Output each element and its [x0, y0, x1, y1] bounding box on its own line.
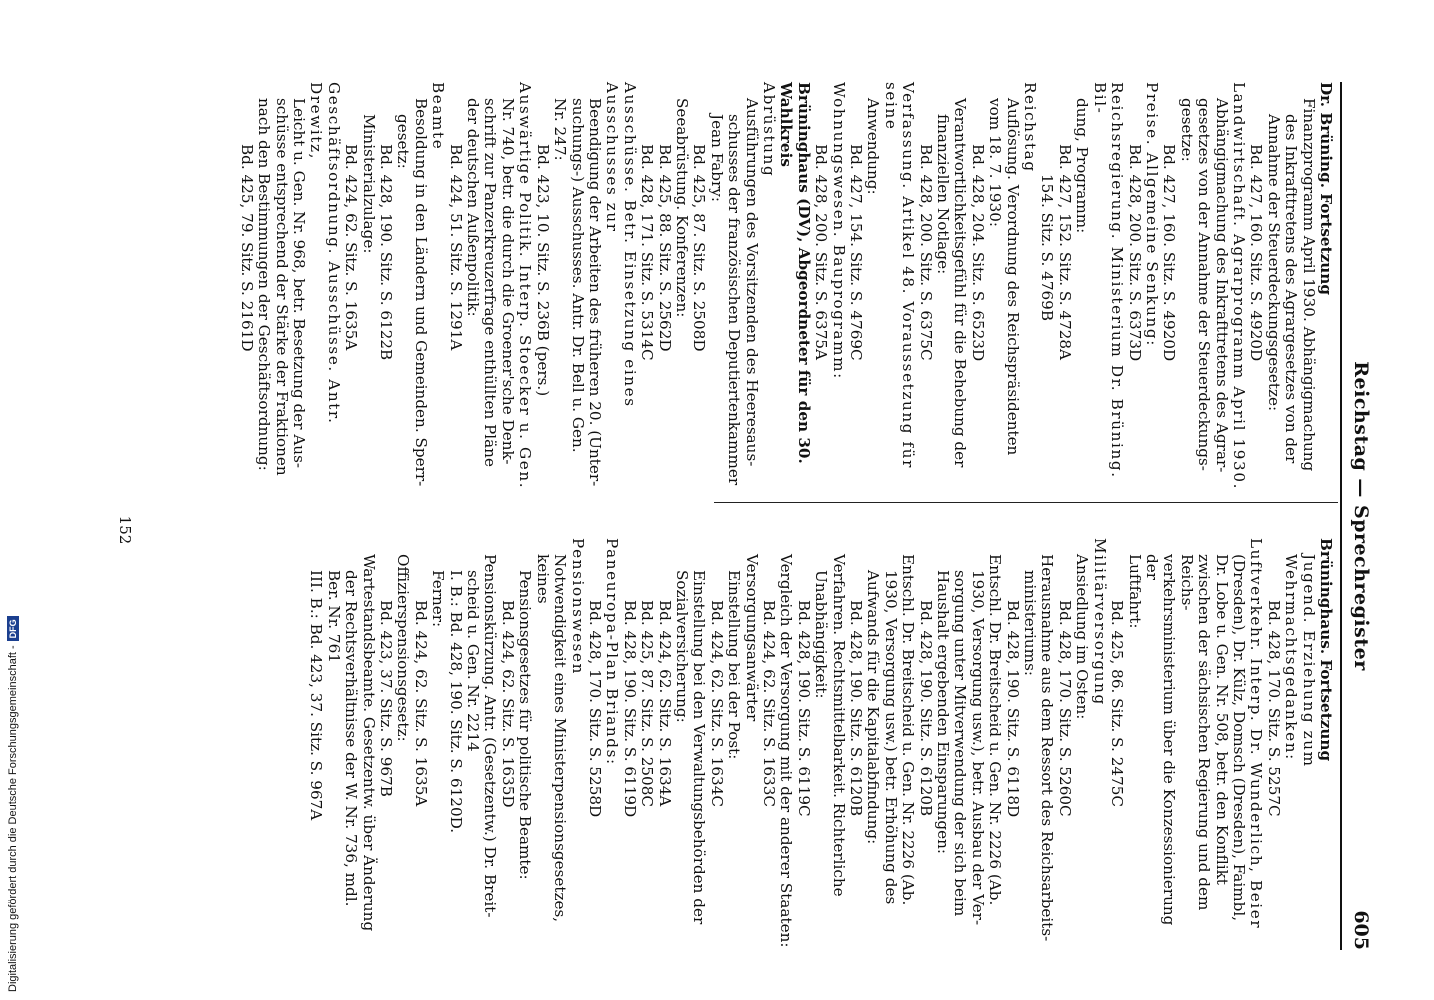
register-line: Pensionswesen — [568, 538, 587, 676]
register-line: Leicht u. Gen. Nr. 968, betr. Besetzung der Aus- — [290, 98, 309, 468]
register-line: Bd. 428, 190. Sitz. S. 6122B — [377, 144, 396, 361]
register-line: Luftverkehr. Interp. Dr. Wunderlich, Beier — [1247, 538, 1266, 930]
register-line: I. B.: Bd. 428, 190. Sitz. S. 6120D. — [446, 570, 465, 834]
register-line: Bd. 427, 154. Sitz. S. 4769C — [847, 144, 866, 361]
register-line: ministeriums: — [1021, 570, 1040, 676]
register-line: 1930, Versorgung usw.) betr. Erhöhung des — [881, 570, 900, 905]
register-line: vom 18. 7. 1930: — [986, 98, 1005, 228]
register-line: Jean Fabry: — [707, 114, 726, 202]
right-column — [307, 538, 1334, 956]
register-line: Bd. 428, 190. Sitz. S. 6118D — [1003, 600, 1022, 818]
register-line: sorgung unter Mitverwendung der sich beim — [951, 570, 970, 917]
column-divider — [714, 502, 1338, 503]
register-line: Bd. 424, 62. Sitz. S. 1633C — [760, 600, 778, 807]
register-line: der deutschen Außenpolitik: — [464, 98, 483, 317]
register-line: Bd. 428, 171. Sitz. S. 5314C — [638, 144, 657, 361]
register-line: Finanzprogramm April 1930. Abhängigmachung — [1299, 98, 1318, 472]
register-line: Beendigung der Arbeiten des früheren 20. (Unter- — [585, 98, 604, 487]
register-line: Ferner: — [429, 570, 448, 628]
register-line: Pensionskürzung. Antr. (Gesetzentw.) Dr. Breit- — [481, 554, 500, 918]
register-line: gesetz: — [394, 114, 413, 169]
register-line: III. B.: Bd. 423, 37. Sitz. S. 967A — [307, 570, 326, 821]
register-line: suchungs-) Ausschusses. Antr. Dr. Bell u. Gen. — [568, 98, 587, 453]
register-line: gesetze: — [1177, 98, 1196, 162]
register-line: 154. Sitz. S. 4769B — [1038, 174, 1057, 321]
register-line: Verantwortlichkeitsgefühl für die Behebung der — [951, 98, 970, 468]
register-line: Bd. 425, 87. Sitz. S. 2508D — [690, 144, 709, 352]
register-line: finanziellen Notlage: — [934, 114, 953, 275]
register-line: Brüninghaus (DV), Abgeordneter für den 30. Wahlkreis — [777, 82, 813, 464]
register-line: Bd. 428, 200. Sitz. S. 6375C — [916, 144, 935, 361]
register-line: Einstellung bei der Post: — [725, 570, 744, 760]
footer-page-number: 152 — [116, 515, 134, 545]
register-line: Bd. 423, 10. Sitz. S. 236B (pers.) — [533, 144, 552, 397]
register-line: Luftfahrt: — [1125, 554, 1144, 629]
register-line: Bd. 425, 88. Sitz. S. 2562D — [655, 144, 674, 352]
register-line: Seeabrüstung. Konferenzen: — [672, 98, 691, 318]
register-line: verkehrsministerium über die Konzessionierung der — [1142, 554, 1179, 926]
register-line: Bd. 428, 200. Sitz. S. 6375A — [812, 144, 831, 360]
register-line: Verfahren. Rechtsmittelbarkeit. Richterliche — [829, 554, 848, 897]
register-line: Bd. 427, 152. Sitz. S. 4728A — [1055, 144, 1074, 360]
register-line: Brüninghaus. Fortsetzung — [1317, 538, 1335, 762]
register-line: Nr. 740, betr. die durch die Groener'sche Denk- — [498, 98, 517, 465]
register-line: Abhängigmachung des Inkrafttretens des Agrar- — [1212, 98, 1231, 473]
register-line: 1930, Versorgung usw.), betr. Ausbau der Ver- — [968, 570, 987, 926]
register-line: Abrüstung — [760, 82, 778, 178]
register-line: Bd. 424, 62. Sitz. S. 1635D — [498, 600, 517, 808]
register-line: Herausnahme aus dem Ressort des Reichsarbeits- — [1038, 554, 1057, 942]
register-line: Bd. 424, 62. Sitz. S. 1635A — [342, 144, 361, 351]
register-line: Bd. 428, 204. Sitz. S. 6523D — [968, 144, 987, 362]
register-line: Reichsregierung. Ministerium Dr. Brüning. Bil- — [1090, 82, 1127, 479]
register-line: Paneuropa-Plan Briands: — [603, 538, 622, 766]
register-line: Jugend. Erziehung zum Wehrmachtsgedanken: — [1282, 554, 1318, 768]
register-line: Auswärtige Politik. Interp. Stoecker u. Gen. — [516, 82, 535, 490]
register-line: Entschl. Dr. Breitscheid u. Gen. Nr. 2226 (Ab. — [986, 554, 1005, 906]
register-line: Verfassung. Artikel 48. Voraussetzung für seine — [881, 82, 918, 469]
register-line: Bd. 428, 190. Sitz. S. 6120B — [847, 600, 866, 817]
register-line: Anwendung: — [864, 98, 883, 195]
register-line: Bd. 425, 86. Sitz. S. 2475C — [1108, 600, 1127, 807]
register-title: Reichstag — Sprechregister — [1350, 361, 1372, 671]
register-line: Pensionsgesetzes für politische Beamte: — [516, 570, 535, 880]
register-line: Bd. 428, 170. Sitz. S. 5260C — [1055, 600, 1074, 817]
register-line: Bd. 428, 190. Sitz. S. 6120B — [916, 600, 935, 817]
register-line: Bd. 424, 62. Sitz. S. 1634C — [707, 600, 726, 807]
register-line: Bd. 425, 87. Sitz. S. 2508C — [638, 600, 657, 807]
dfg-logo: DFG — [7, 616, 19, 641]
register-line: scheid u. Gen. Nr. 2214 — [464, 570, 483, 752]
register-line: Bd. 427, 160. Sitz. S. 4920D — [1160, 144, 1179, 362]
register-line: Ber. Nr. 761 — [324, 570, 343, 663]
register-line: Beamte — [429, 82, 448, 151]
register-line: Offizierspensionsgesetz: — [394, 554, 413, 742]
register-line: Bd. 428, 170. Sitz. S. 5257C — [1264, 600, 1283, 817]
register-line: Landwirtschaft. Agrarprogramm April 1930. — [1229, 82, 1248, 491]
register-line: Sozialversicherung: — [672, 570, 691, 723]
register-line: Bd. 428, 190. Sitz. S. 6119C — [794, 600, 813, 817]
funding-note: Digitalisierung gefördert durch die Deutsche Forschungsgemeinschaft - — [7, 645, 19, 992]
register-line: Ausführungen des Vorsitzenden des Heeresaus- — [742, 98, 761, 467]
register-line: Bd. 424, 62. Sitz. S. 1635A — [411, 600, 430, 807]
register-line: Bd. 427, 160. Sitz. S. 4920D — [1247, 144, 1266, 362]
register-line: Besoldung in den Ländern und Gemeinden. Sperr- — [411, 98, 430, 487]
register-line: Ansiedlung im Osten: — [1073, 554, 1092, 720]
register-line: Entschl. Dr. Breitscheid u. Gen. Nr. 2226 (Ab. — [899, 554, 918, 906]
register-line: Wohnungswesen. Bauprogramm: — [829, 82, 848, 380]
register-line: Notwendigkeit eines Ministerpensionsgesetzes, keines — [533, 554, 570, 923]
page-number: 605 — [1350, 910, 1372, 950]
register-line: Preise. Allgemeine Senkung: — [1142, 82, 1161, 347]
register-line: Reichstag — [1021, 82, 1040, 173]
left-column — [237, 82, 1334, 500]
register-line: der Rechtsverhältnisse der W. Nr. 736, mdl. — [342, 570, 361, 907]
register-line: des Inkrafttretens des Agrargesetzes von der — [1282, 114, 1301, 464]
register-line: Versorgungsanwärter — [742, 554, 761, 722]
register-line: schrift zur Panzerkreuzerfrage enthüllten Pläne — [481, 98, 500, 467]
register-line: Militärversorgung — [1090, 538, 1109, 706]
register-line: Aufwands für die Kapitalabfindung: — [864, 570, 883, 845]
register-line: Nr. 247: — [551, 98, 570, 161]
register-line: zwischen der sächsischen Regierung und dem Reichs- — [1177, 554, 1214, 911]
register-line: Bd. 428, 200. Sitz. S. 6373D — [1125, 144, 1144, 362]
register-line: schüsse entsprechend der Stärke der Fraktionen — [272, 98, 291, 476]
register-line: Bd. 424, 62. Sitz. S. 1634A — [655, 600, 674, 807]
register-line: dung, Programm: — [1073, 98, 1092, 234]
register-line: gesetzes von der Annahme der Steuerdeckungs- — [1195, 98, 1214, 471]
register-line: nach den Bestimmungen der Geschäftsordnung: — [255, 98, 274, 471]
register-line: Geschäftsordnung. Ausschüsse. Antr. Drewitz, — [307, 82, 343, 425]
register-line: Einstellung bei den Verwaltungsbehörden der — [690, 570, 709, 925]
register-line: schusses der französischen Deputiertenkammer — [725, 114, 744, 486]
register-line: Bd. 428, 190. Sitz. S. 6119D — [620, 600, 639, 818]
register-line: Unabhängigkeit: — [812, 570, 831, 699]
register-line: Vergleich der Versorgung mit der anderer Staaten: — [777, 554, 796, 948]
register-line: Bd. 425, 79. Sitz. S. 2161D — [237, 144, 256, 352]
register-line: Bd. 424, 51. Sitz. S. 1291A — [446, 144, 465, 351]
register-line: Wartestandsbeamte. Gesetzentw. über Änderung — [359, 554, 378, 932]
page-header — [1340, 82, 1376, 950]
register-line: Ausschüsse. Betr. Einsetzung eines Ausschusses zur — [603, 82, 639, 408]
register-line: Haushalt ergebenden Einsparungen: — [934, 570, 953, 854]
register-line: Bd. 423, 37. Sitz. S. 967B — [377, 600, 396, 797]
register-line: Annahme der Steuerdeckungsgesetze: — [1264, 114, 1283, 412]
register-line: (Dresden), Dr. Külz, Domsch (Dresden), Faimbl, — [1229, 554, 1248, 922]
register-line: Auflösung. Verordnung des Reichspräsidenten — [1003, 98, 1022, 456]
register-line: Bd. 428, 170. Sitz. S. 5258D — [585, 600, 604, 818]
register-line: Ministerialzulage: — [359, 114, 378, 254]
register-line: Dr. Brüning. Fortsetzung — [1317, 82, 1335, 295]
register-line: Dr. Lobe u. Gen. Nr. 508, betr. den Konflikt — [1212, 554, 1231, 885]
